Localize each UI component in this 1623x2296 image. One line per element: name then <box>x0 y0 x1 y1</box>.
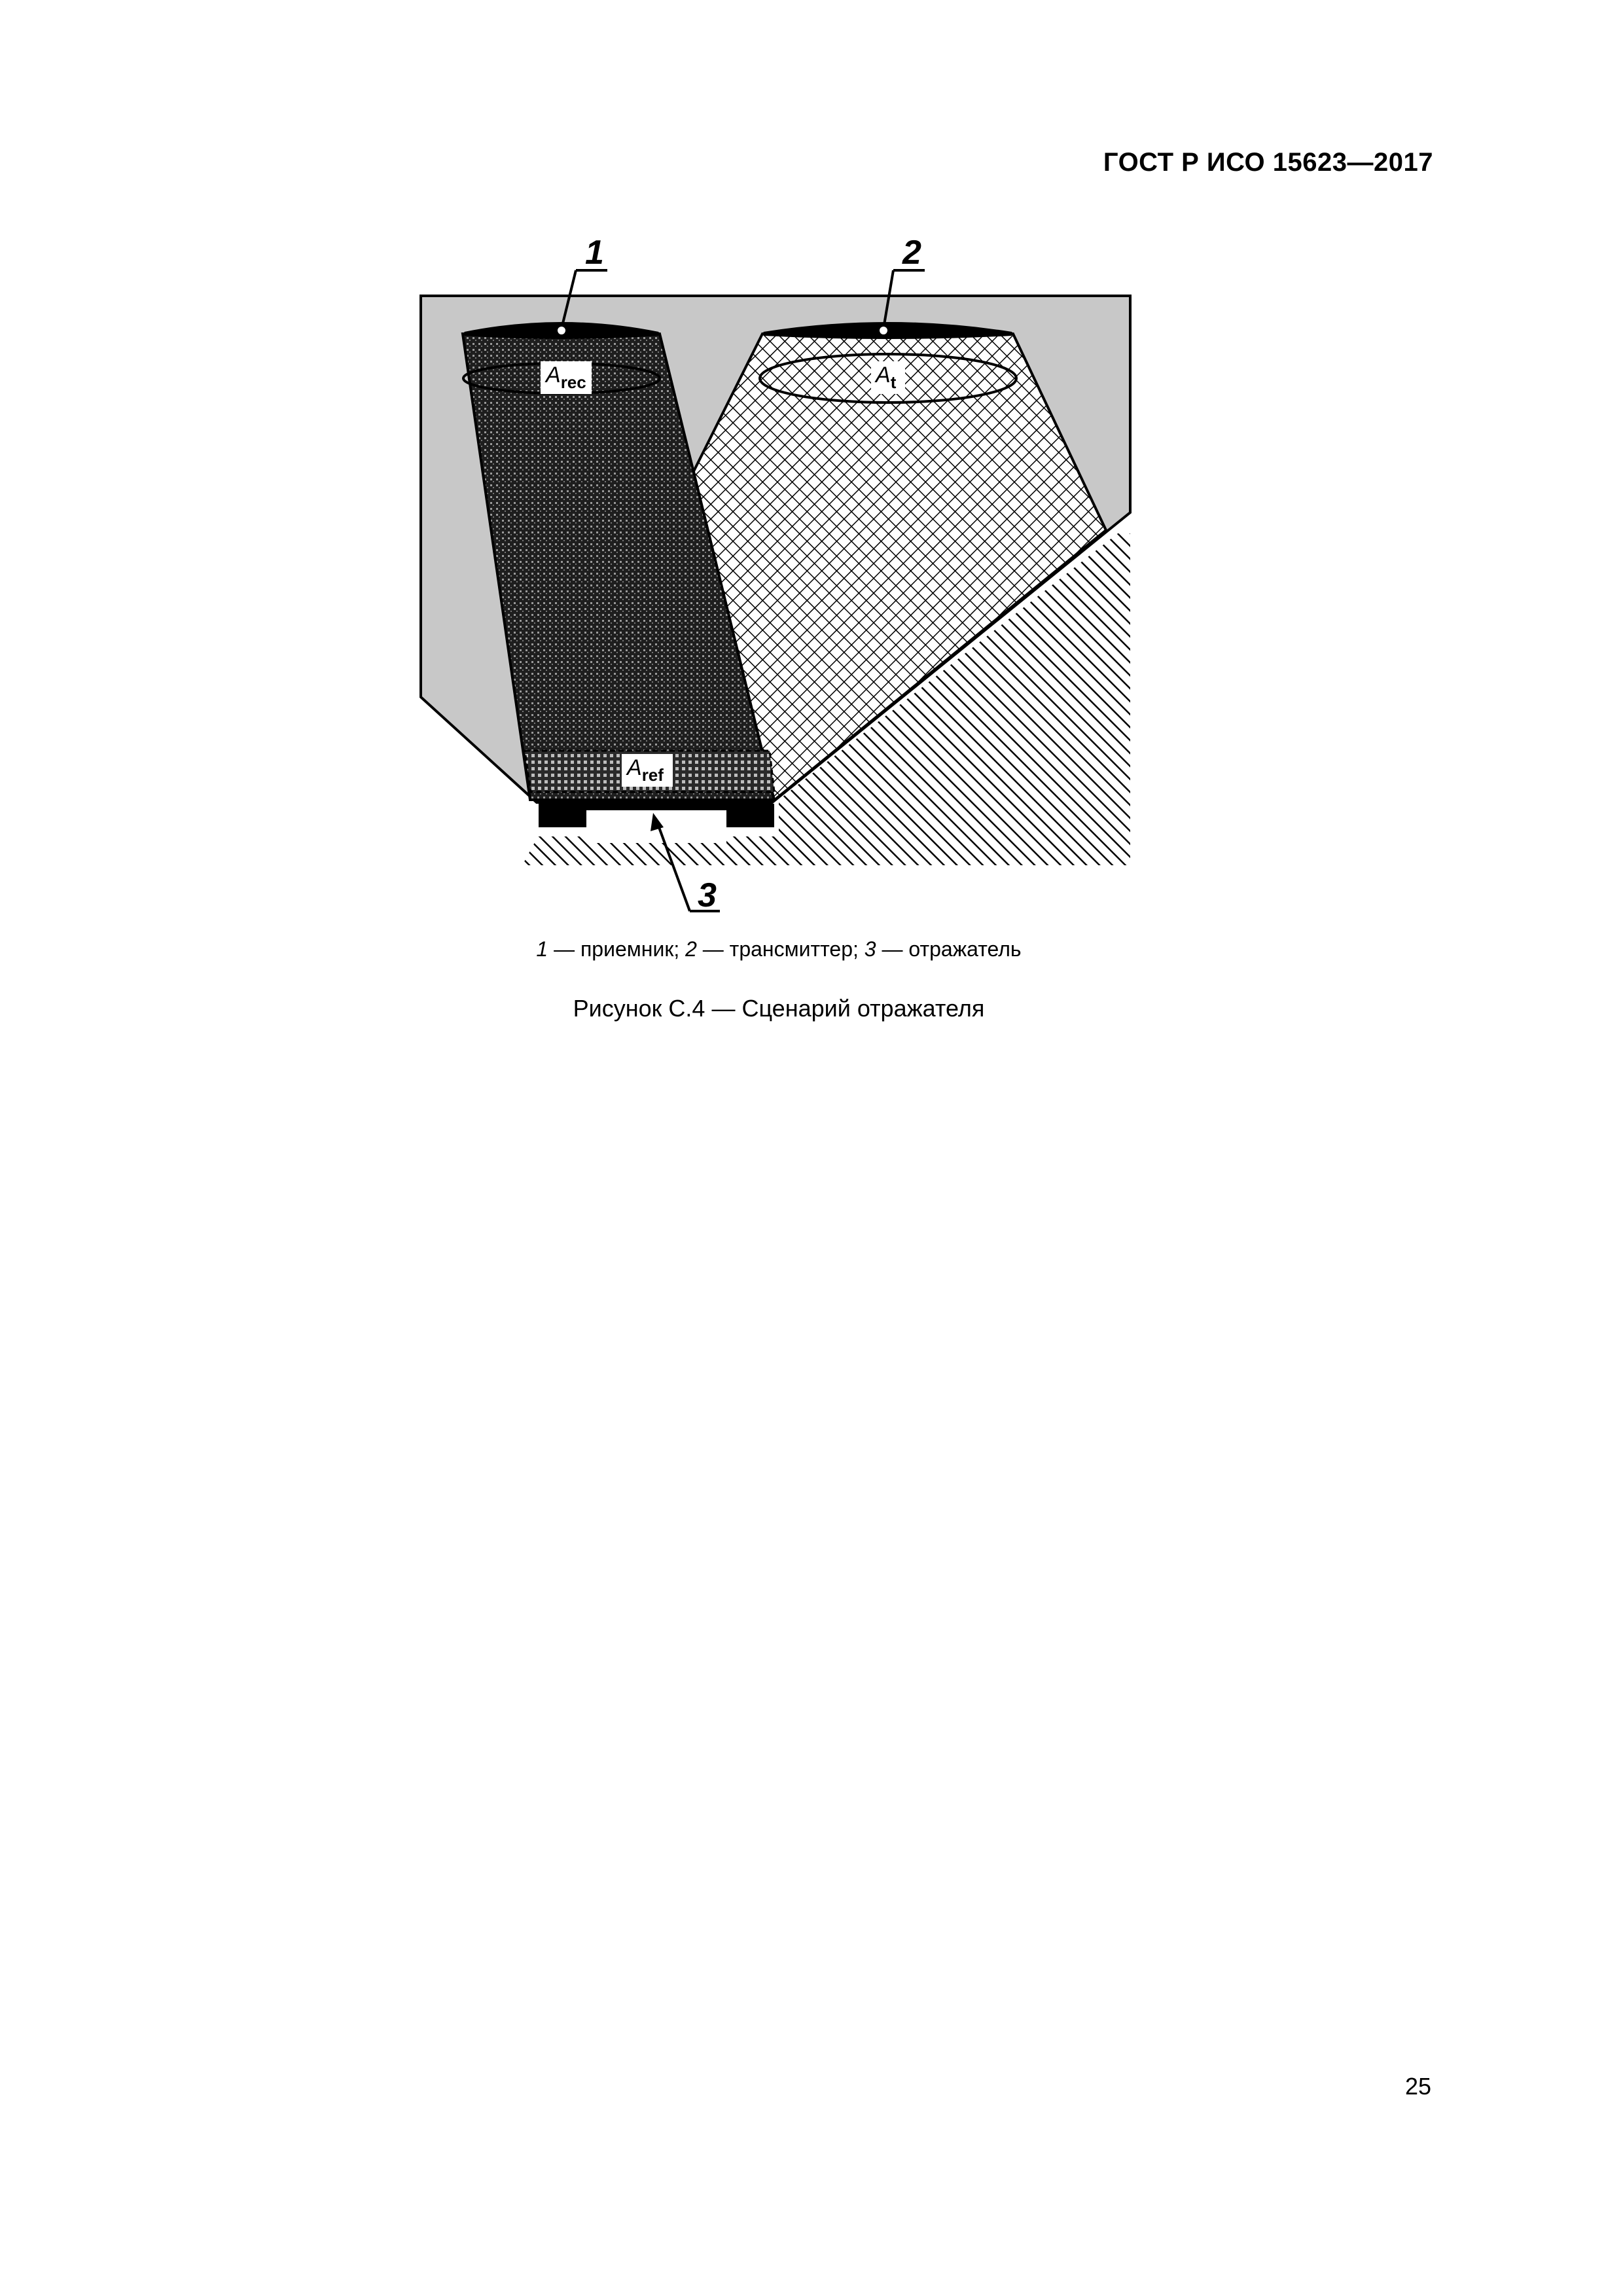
legend-num-3: 3 <box>864 937 876 961</box>
callout-number-2: 2 <box>902 234 921 272</box>
callout-number-1: 1 <box>585 234 604 272</box>
area-label-ref: $A_{ref}$ <box>627 755 664 785</box>
area-label-t: $A_t$ <box>876 363 897 392</box>
page-number: 25 <box>1405 2073 1432 2100</box>
ground-hatching-left <box>524 836 592 865</box>
legend-text-2: — трансмиттер; <box>696 937 865 961</box>
legend-text-1: — приемник; <box>548 937 686 961</box>
legend-num-1: 1 <box>536 937 548 961</box>
figure-caption: Рисунок С.4 — Сценарий отражателя <box>573 995 985 1022</box>
legend-text-3: — отражатель <box>876 937 1022 961</box>
legend-num-2: 2 <box>685 937 697 961</box>
document-header: ГОСТ Р ИСО 15623—2017 <box>1103 148 1433 177</box>
reflector-strip <box>539 804 774 810</box>
callout-dot-2 <box>879 326 888 335</box>
callout-number-3: 3 <box>698 876 717 914</box>
callout-dot-1 <box>557 326 566 335</box>
reflector-scenario-figure <box>0 0 1623 929</box>
area-label-rec: $A_{rec}$ <box>546 363 586 392</box>
figure-legend <box>0 937 1558 961</box>
